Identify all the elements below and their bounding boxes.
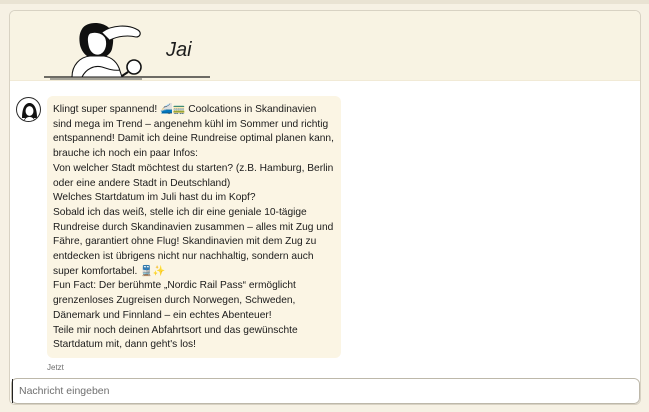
chat-header — [10, 11, 640, 81]
message-timestamp: Jetzt — [47, 363, 64, 372]
message-input[interactable] — [12, 379, 639, 403]
message-line: Teile mir noch deinen Abfahrtsort und das gewünschte Startdatum mit, dann geht's los! — [53, 324, 298, 351]
message-line: Sobald ich das weiß, stelle ich dir eine geniale 10-tägige Rundreise durch Skandinavien zusammen – alles mit Zug und Fähre, garantiert ohne Flug! Skandinavien mit dem Zug zu entdecken ist übrigens nicht nur nachhaltig, sondern auch super komfortabel. 🚆✨ — [53, 206, 334, 277]
message-line: Welches Startdatum im Juli hast du im Kopf? — [53, 192, 256, 204]
chat-window — [9, 10, 641, 405]
agent-name: Jai — [166, 39, 192, 61]
message-input-container[interactable] — [11, 378, 640, 404]
message-line: Fun Fact: Der berühmte „Nordic Rail Pass“ ermöglicht grenzenloses Zugreisen durch Norwegen, Schweden, Dänemark und Finnland – ein echtes Abenteuer! — [53, 280, 296, 321]
message-line: Von welcher Stadt möchtest du starten? (z.B. Hamburg, Berlin oder eine andere Stadt in Deutschland) — [53, 162, 334, 189]
message-line: Klingt super spannend! 🚄🚃 Coolcations in Skandinavien sind mega im Trend – angenehm kühl im Sommer und richtig entspannend! Damit ich deine Rundreise optimal planen kann, brauche ich noch ein paar Infos: — [53, 104, 334, 160]
agent-avatar-icon — [16, 97, 41, 122]
agent-message-bubble — [47, 96, 341, 358]
top-edge — [0, 0, 649, 4]
